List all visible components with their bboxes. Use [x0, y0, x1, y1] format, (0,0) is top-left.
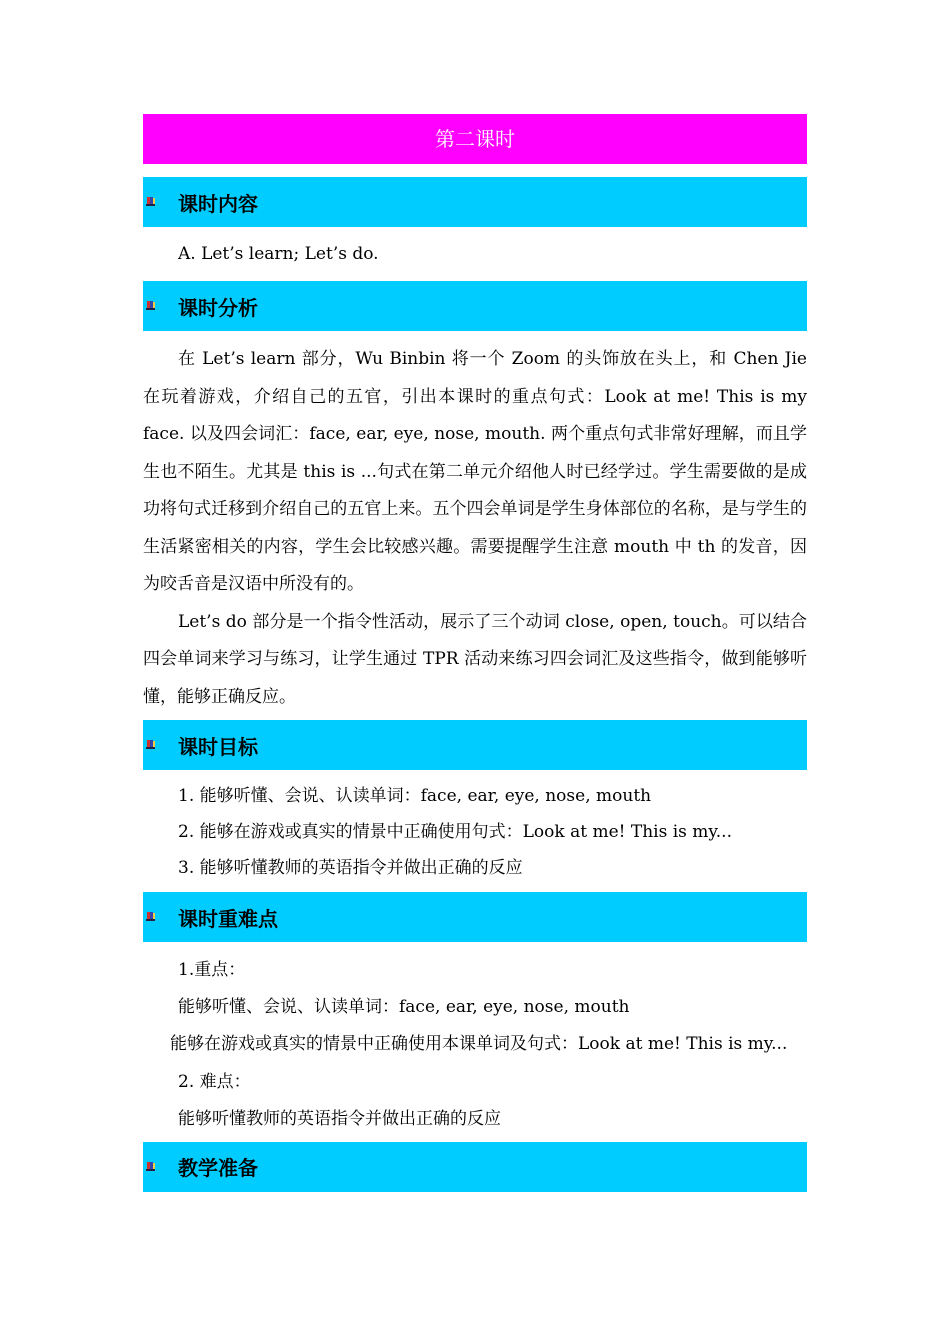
- section-heading-keys: 课时重难点: [178, 906, 278, 931]
- section-bar-prep: [143, 1142, 807, 1192]
- section-heading-prep: 教学准备: [178, 1156, 258, 1180]
- analysis-paragraph-1: 在 Let’s learn 部分，Wu Binbin 将一个 Zoom 的头饰放在头上，和 Chen Jie 在玩着游戏，介绍自己的五官，引出本课时的重点句式：Look at me! This is my face. 以及四会词汇：face, ear, eye, nose, mouth. 两个重点句式非常好理解，而且学生也不陌生。尤其是 this is ...句式在第二单元介绍他人时已经学过。学生需要做的是成功将句式迁移到介绍自己的五官上来。五个四会单词是学生身体部位的名称，是与学生的生活紧密相关的内容，学生会比较感兴趣。需要提醒学生注意 mouth 中 th 的发音，因为咬舌音是汉语中所没有的。: [143, 349, 807, 594]
- analysis-paragraph-2: Let’s do 部分是一个指令性活动，展示了三个动词 close, open, touch。可以结合四会单词来学习与练习，让学生通过 TPR 活动来练习四会词汇及这些指令，做到能够听懂，能够正确反应。: [143, 611, 807, 707]
- lesson-title-bar: [143, 114, 807, 164]
- section-bar-analysis: [143, 281, 807, 331]
- key-points-line-1: 能够听懂、会说、认读单词：face, ear, eye, nose, mouth: [178, 997, 630, 1017]
- section-body-analysis: [143, 331, 807, 720]
- bookmark-bullet-icon: [145, 196, 157, 208]
- section-body-goals: [143, 770, 807, 892]
- content-text: A. Let’s learn; Let’s do.: [178, 244, 379, 264]
- section-bar-content: [143, 177, 807, 227]
- document-page: [143, 114, 807, 1192]
- section-heading-content: 课时内容: [178, 191, 258, 216]
- key-points-line-2: 能够在游戏或真实的情景中正确使用本课单词及句式：Look at me! This is my...: [170, 1034, 788, 1054]
- bookmark-bullet-icon: [145, 911, 157, 923]
- difficult-points-line: 能够听懂教师的英语指令并做出正确的反应: [178, 1108, 501, 1129]
- bookmark-bullet-icon: [145, 739, 157, 751]
- section-heading-analysis: 课时分析: [178, 295, 258, 320]
- key-points-label: 1.重点：: [178, 960, 246, 980]
- goal-item: 3. 能够听懂教师的英语指令并做出正确的反应: [178, 858, 523, 878]
- lesson-title: 第二课时: [435, 127, 515, 151]
- section-body-keys: [143, 942, 807, 1142]
- goal-item: 1. 能够听懂、会说、认读单词：face, ear, eye, nose, mouth: [178, 786, 652, 806]
- difficult-points-label: 2. 难点：: [178, 1071, 251, 1092]
- section-bar-goals: [143, 720, 807, 770]
- goal-item: 2. 能够在游戏或真实的情景中正确使用句式：Look at me! This is my...: [178, 822, 732, 842]
- section-bar-keys: [143, 892, 807, 942]
- section-heading-goals: 课时目标: [178, 734, 258, 759]
- bookmark-bullet-icon: [145, 1161, 157, 1173]
- bookmark-bullet-icon: [145, 300, 157, 312]
- section-body-content: [143, 227, 807, 281]
